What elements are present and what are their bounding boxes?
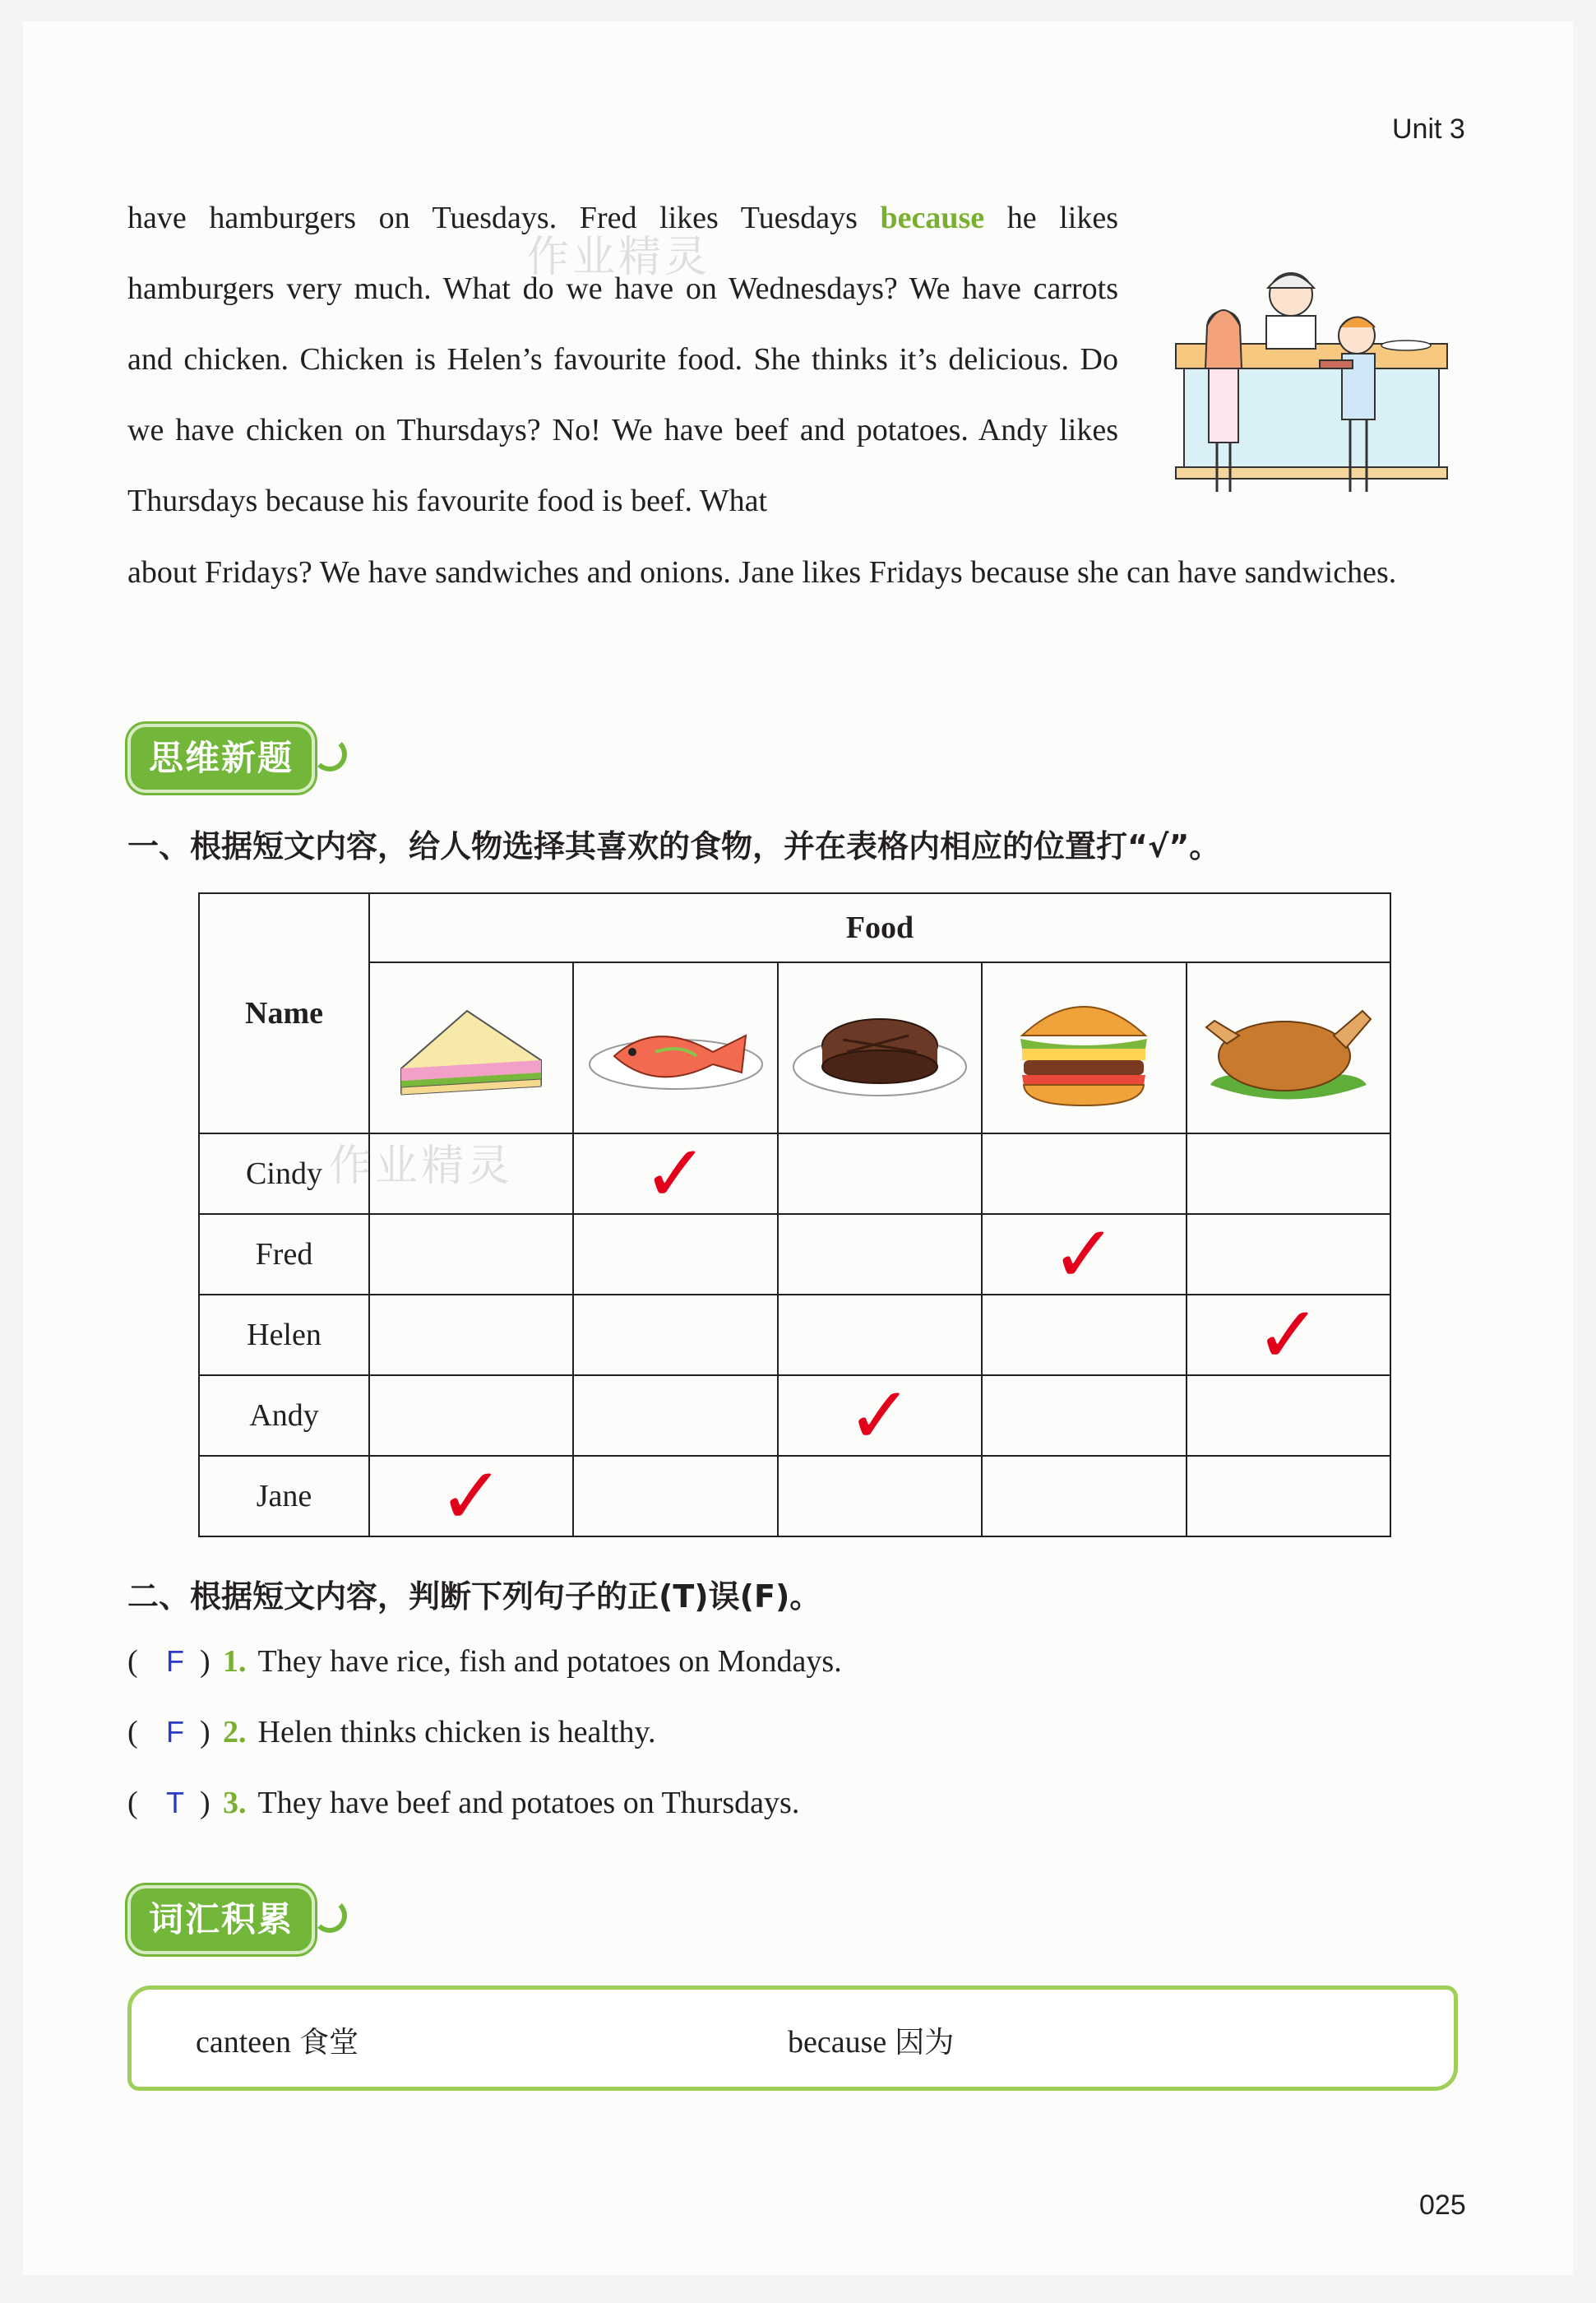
food-fish-cell (573, 962, 777, 1133)
open-paren: ( (127, 1644, 138, 1679)
cell-andy-3[interactable] (982, 1375, 1186, 1456)
cell-helen-2[interactable] (778, 1295, 982, 1375)
close-paren: ) (200, 1644, 210, 1679)
passage-text-2: he likes hamburgers very much. What do we have on Wednesdays? We have carrots and chicken. Chicken is Helen’s favourite food. She thinks it’s delicious. Do we have chicken on Thursdays? No! We have beef and potatoes. Andy likes Thursdays because his favourite food is beef. What (127, 201, 1118, 518)
close-paren: ) (200, 1786, 210, 1820)
answer-field[interactable]: F (166, 1644, 184, 1678)
canteen-illustration (1159, 262, 1455, 508)
cell-andy-1[interactable] (573, 1375, 777, 1456)
cell-fred-4[interactable] (1187, 1214, 1390, 1295)
row-name-helen: Helen (199, 1295, 369, 1375)
cell-fred-2[interactable] (778, 1214, 982, 1295)
page-number: 025 (1419, 2189, 1466, 2221)
check-mark-icon: ✓ (1051, 1208, 1117, 1300)
vocab-word: because (788, 2025, 887, 2060)
vocab-entry (196, 2019, 359, 2061)
vocab-meaning: 因为 (895, 2026, 955, 2060)
sandwich-icon (377, 970, 566, 1118)
close-paren: ) (200, 1715, 210, 1749)
cell-helen-0[interactable] (369, 1295, 573, 1375)
unit-label: Unit 3 (1392, 114, 1465, 145)
cell-jane-1[interactable] (573, 1456, 777, 1536)
vocab-entry (788, 2019, 954, 2061)
passage-text-1: have hamburgers on Tuesdays. Fred likes Tuesdays (127, 201, 881, 235)
open-paren: ( (127, 1786, 138, 1820)
item-number: 1. (223, 1644, 247, 1679)
item-number: 2. (223, 1715, 247, 1749)
vocab-meaning: 食堂 (299, 2026, 359, 2060)
cell-cindy-3[interactable] (982, 1133, 1186, 1214)
watermark: 作业精灵 (329, 1142, 514, 1191)
check-mark-icon: ✓ (1255, 1289, 1321, 1381)
watermark: 作业精灵 (526, 233, 711, 282)
check-mark-icon: ✓ (437, 1450, 505, 1542)
answer-field[interactable]: F (166, 1715, 184, 1749)
food-header: Food (369, 893, 1390, 962)
name-header: Name (199, 893, 369, 1133)
check-mark-icon: ✓ (846, 1369, 914, 1462)
vocab-word: canteen (196, 2025, 292, 2060)
food-table (198, 892, 1391, 1542)
badge-tail-icon (312, 1898, 347, 1933)
cell-andy-2[interactable] (778, 1369, 982, 1462)
vocab-box (127, 1986, 1458, 2091)
cell-helen-1[interactable] (573, 1295, 777, 1375)
item-text: They have rice, fish and potatoes on Mondays. (257, 1644, 842, 1679)
badge-tail-icon (312, 737, 347, 772)
highlight-word: because (880, 201, 985, 235)
cell-cindy-4[interactable] (1187, 1133, 1390, 1214)
task2-heading: 二、根据短文内容，判断下列句子的正(T)误(F)。 (127, 1578, 821, 1615)
food-beef-cell (778, 962, 982, 1133)
cell-helen-4[interactable] (1187, 1289, 1390, 1381)
tf-item-1 (127, 1637, 842, 1686)
open-paren: ( (127, 1715, 138, 1749)
answer-field[interactable]: T (166, 1786, 184, 1819)
food-chicken-cell (1187, 962, 1390, 1133)
row-name-jane: Jane (199, 1456, 369, 1536)
cell-cindy-2[interactable] (778, 1133, 982, 1214)
cell-cindy-1[interactable] (573, 1128, 777, 1220)
fish-icon (581, 970, 770, 1118)
cell-fred-3[interactable] (982, 1208, 1186, 1300)
cell-fred-1[interactable] (573, 1214, 777, 1295)
cell-jane-4[interactable] (1187, 1456, 1390, 1536)
row-name-cindy: Cindy (199, 1133, 369, 1214)
cell-andy-0[interactable] (369, 1375, 573, 1456)
cell-jane-0[interactable] (369, 1450, 573, 1542)
vocab-section-badge: 词汇积累 (127, 1885, 315, 1954)
cell-andy-4[interactable] (1187, 1375, 1390, 1456)
food-sandwich-cell (369, 962, 573, 1133)
cell-jane-2[interactable] (778, 1456, 982, 1536)
thinking-section-badge: 思维新题 (127, 724, 315, 793)
check-mark-icon: ✓ (642, 1128, 709, 1220)
item-text: Helen thinks chicken is healthy. (257, 1715, 656, 1749)
tf-item-3 (127, 1778, 799, 1828)
hamburger-icon (989, 970, 1178, 1118)
beef-icon (785, 970, 974, 1118)
task1-heading: 一、根据短文内容，给人物选择其喜欢的食物，并在表格内相应的位置打“√”。 (127, 828, 1221, 864)
food-hamburger-cell (982, 962, 1186, 1133)
cell-jane-3[interactable] (982, 1456, 1186, 1536)
reading-passage-tail: about Fridays? We have sandwiches and onions. Jane likes Fridays because she can have sandwiches. (127, 555, 1397, 590)
cell-helen-3[interactable] (982, 1295, 1186, 1375)
tf-item-2 (127, 1708, 656, 1757)
item-text: They have beef and potatoes on Thursdays. (257, 1786, 800, 1820)
row-name-fred: Fred (199, 1214, 369, 1295)
cell-fred-0[interactable] (369, 1214, 573, 1295)
chicken-icon (1194, 970, 1383, 1118)
row-name-andy: Andy (199, 1375, 369, 1456)
item-number: 3. (223, 1786, 247, 1820)
